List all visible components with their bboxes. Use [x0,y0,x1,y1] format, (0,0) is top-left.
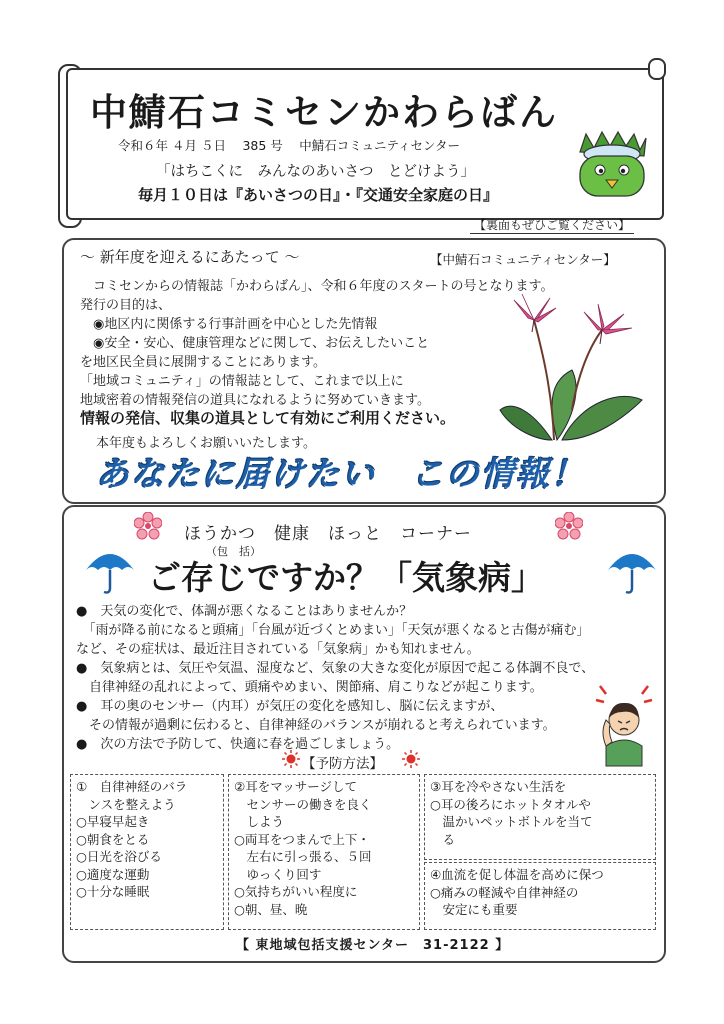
kappa-mascot-icon [570,130,654,202]
method-line: ③耳を冷やさない生活を [430,779,567,794]
method-line: ○朝、昼、晩 [234,901,308,917]
method-line: ゆっくり回す [234,866,322,882]
publisher: 中鯖石コミュニティセンター [299,138,461,153]
umbrella-icon [606,548,658,596]
method-line: ○日光を浴びる [76,849,162,864]
monthly-day-slogan: 毎月１０日は『あいさつの日』・『交通安全家庭の日』 [138,186,499,204]
greeting-slogan: 「はちこくに みんなのあいさつ とどけよう」 [156,164,475,180]
bullet-line: ● 次の方法で予防して、快適に春を過ごしましょう。 [76,737,400,752]
method-line: ○両耳をつまんで上下・ [234,831,370,847]
bullet-line: ● 気象病とは、気圧や気温、湿度など、気象の大きな変化が原因で起こる体調不良で、 [76,661,595,676]
method-line: ○気持ちがいい程度に [234,884,358,899]
bullet-line: など、その症状は、最近注目されている「気象病」かも知れません。 [76,642,480,657]
method-line: ②耳をマッサージして [234,779,357,794]
katakuri-flower-icon [492,290,652,450]
headline: ご存じですか？「気象病」 [148,558,544,597]
furigana: （包 括） [206,545,261,558]
prevention-label: 【予防方法】 [302,756,383,772]
method-line: 安定にも重要 [430,902,518,917]
method-line: ○早寝早起き [76,814,150,829]
section1-line: を地区民全員に展開することにあります。 [80,355,326,370]
method-1-text [76,778,187,901]
page-title: 中鯖石コミセンかわらばん [90,91,558,134]
method-2-text [234,778,372,918]
method-line: ○適度な運動 [76,866,150,882]
sun-icon [402,750,420,768]
corner-title: ほうかつ 健康 ほっと コーナー [184,524,472,544]
method-line: ④血流を促し体温を高めに保つ [430,867,604,882]
method-line: ① 自律神経のバラ [76,779,188,794]
section1-line: ◉地区内に関係する行事計画を中心とした先情報 [80,317,378,332]
method-line: ○耳の後ろにホットタオルや [430,796,591,812]
bullet-line: ● 耳の奥のセンサー（内耳）が気圧の変化を感知し、脳に伝えますが、 [76,699,504,714]
back-page-note: 【裏面もぜひご覧ください】 [470,216,634,234]
bullet-line: その情報が過剰に伝わると、自律神経のバランスが崩れると考えられています。 [76,718,556,733]
headache-person-icon [592,680,656,768]
issue-meta [118,136,460,154]
section1-bold-line: 情報の発信、収集の道具として有効にご利用ください。 [80,409,456,427]
method-line: しよう [234,814,285,829]
section1-org: 【中鯖石コミュニティセンター】 [430,252,616,267]
method-line: る [430,831,456,847]
sakura-icon [555,512,583,540]
method-line: ○痛みの軽減や自律神経の [430,884,579,900]
section1-line: 地域密着の情報発信の道具になれるように努めていきます。 [80,393,430,408]
scroll-curl-right [648,58,666,80]
sun-icon [282,750,300,768]
issue-number: 385 号 [242,138,283,153]
method-4-text [430,866,604,919]
bullet-line: 自律神経の乱れによって、頭痛やめまい、関節痛、肩こりなどが起こります。 [76,680,543,695]
section1-banner: あなたに届けたい この情報！ [96,454,586,493]
method-3-text [430,778,593,848]
method-line: 左右に引っ張る、５回 [234,849,372,864]
section1-closing: 本年度もよろしくお願いいたします。 [96,436,316,451]
method-line: 温かいペットボトルを当て [430,814,593,829]
bullet-line: 「雨が降る前になると頭痛」「台風が近づくとめまい」「天気が悪くなると古傷が痛む」 [76,623,590,638]
support-center-contact: 【 東地域包括支援センター 31-2122 】 [236,938,510,953]
section1-line: ◉安全・安心、健康管理などに関して、お伝えしたいこと [80,336,430,351]
method-line: ○朝食をとる [76,831,150,847]
method-line: ンスを整えよう [76,796,176,812]
method-line: センサーの働きを良く [234,796,372,812]
sakura-icon [134,512,162,540]
umbrella-icon [84,548,136,596]
issue-date: 令和６年 ４月 ５日 [118,138,226,153]
method-line: ○十分な睡眠 [76,884,150,899]
bullet-line: ● 天気の変化で、体調が悪くなることはありませんか？ [76,604,413,619]
section1-line: 発行の目的は、 [80,298,172,313]
section1-line: 「地域コミュニティ」の情報誌として、これまで以上に [80,374,404,389]
section1-line: コミセンからの情報誌「かわらばん」、令和６年度のスタートの号となります。 [80,279,554,294]
section1-heading: ～ 新年度を迎えるにあたって ～ [80,248,300,266]
